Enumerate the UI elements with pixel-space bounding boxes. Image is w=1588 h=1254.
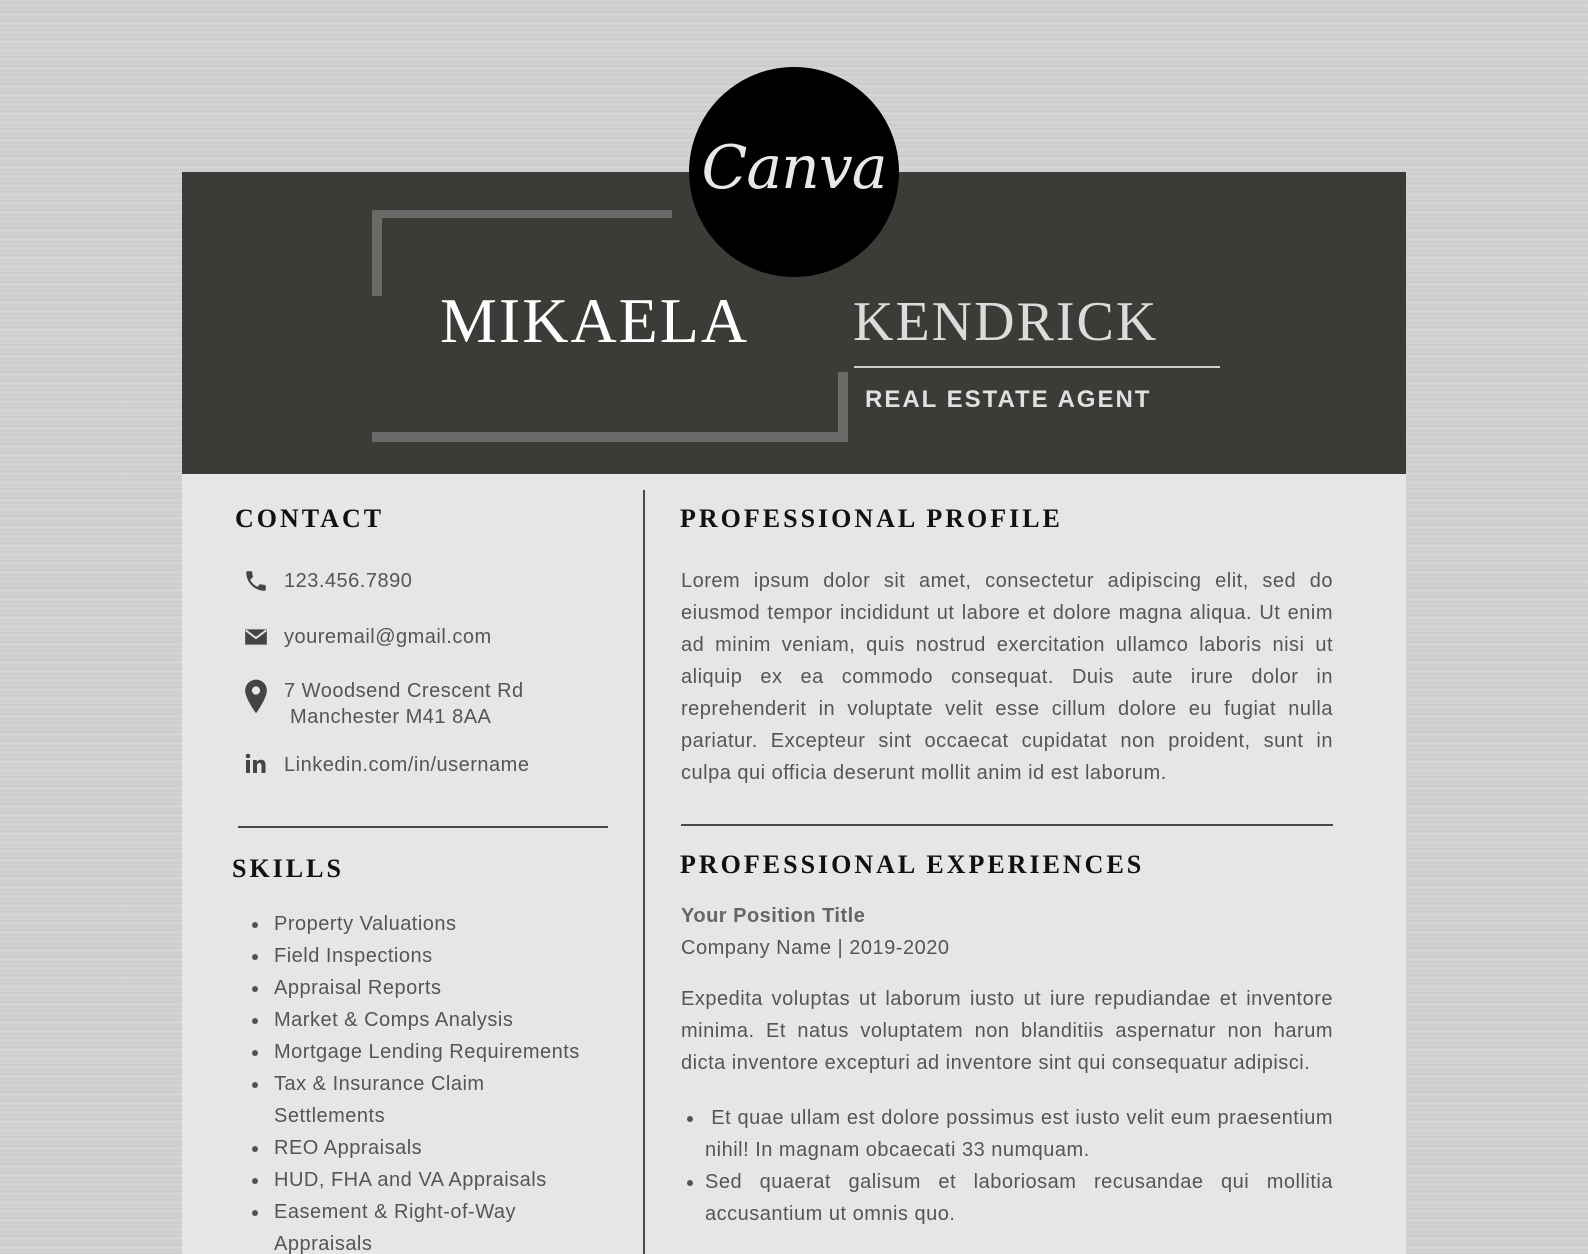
- experience-description: Expedita voluptas ut laborum iusto ut iure repudiandae et inventore minima. Et natus voluptatem non blanditiis aspernatur non harum dicta inventore excepturi ad inventore sint qui consequatur adipisci.: [681, 988, 1333, 1074]
- address-line-1: 7 Woodsend Crescent Rd: [284, 680, 524, 702]
- last-name: KENDRICK: [853, 291, 1159, 353]
- skill-item: • HUD, FHA and VA Appraisals: [270, 1164, 610, 1196]
- frame-right-bar: [838, 372, 848, 442]
- canva-logo: [689, 67, 899, 277]
- experience-bullet: • Sed quaerat galisum et laboriosam recusandae qui mollitia accusantium ut omnis quo.: [705, 1166, 1333, 1230]
- column-divider: [643, 490, 645, 1254]
- job-title: REAL ESTATE AGENT: [865, 386, 1152, 413]
- contact-email-row: [242, 624, 492, 652]
- title-underline: [854, 366, 1220, 368]
- address-line-2: Manchester M41 8AA: [284, 706, 492, 728]
- profile-divider: [681, 824, 1333, 826]
- phone-icon: [242, 568, 270, 596]
- experience-bullet: • Et quae ullam est dolore possimus est iusto velit eum praesentium nihil! In magnam obcaecati 33 numquam.: [705, 1102, 1333, 1166]
- skills-heading: SKILLS: [232, 854, 344, 883]
- skill-item: • Property Valuations: [270, 908, 610, 940]
- location-pin-icon: [242, 678, 270, 718]
- skills-list: [252, 908, 610, 1254]
- frame-top-bar: [372, 210, 672, 218]
- profile-heading: PROFESSIONAL PROFILE: [680, 504, 1063, 533]
- resume-page: [182, 172, 1406, 1254]
- phone-number: 123.456.7890: [284, 570, 413, 592]
- envelope-icon: [242, 624, 270, 652]
- skill-item: • Market & Comps Analysis: [270, 1004, 610, 1036]
- skill-item: • REO Appraisals: [270, 1132, 610, 1164]
- profile-text: Lorem ipsum dolor sit amet, consectetur adipiscing elit, sed do eiusmod tempor incididunt ut labore et dolore magna aliqua. Ut enim ad minim veniam, quis nostrud exercitation ullamco laboris nisi ut aliquip ex ea commodo consequat. Duis aute irure dolor in reprehenderit in voluptate velit esse cillum dolore eu fugiat nulla pariatur. Excepteur sint occaecat cupidatat non proident, sunt in culpa qui officia deserunt mollit anim id est laborum.: [681, 570, 1333, 784]
- email-address: youremail@gmail.com: [284, 626, 492, 648]
- frame-left-bar: [372, 210, 382, 296]
- contact-phone-row: [242, 568, 412, 596]
- linkedin-icon: [242, 752, 270, 780]
- skill-item: • Appraisal Reports: [270, 972, 610, 1004]
- skill-item: • Easement & Right-of-Way Appraisals: [270, 1196, 610, 1254]
- skill-item: • Field Inspections: [270, 940, 610, 972]
- skill-item: • Mortgage Lending Requirements: [270, 1036, 610, 1068]
- contact-address-row: [242, 678, 524, 730]
- canva-logo-text: Canva: [701, 133, 887, 203]
- contact-divider: [238, 826, 608, 828]
- frame-bottom-bar: [372, 432, 848, 442]
- first-name: MIKAELA: [440, 285, 750, 356]
- contact-heading: CONTACT: [235, 504, 385, 533]
- experience-heading: PROFESSIONAL EXPERIENCES: [680, 850, 1145, 879]
- contact-linkedin-row: [242, 752, 529, 780]
- skill-item: • Tax & Insurance Claim Settlements: [270, 1068, 610, 1132]
- position-title: Your Position Title: [681, 905, 866, 927]
- company-and-dates: Company Name | 2019-2020: [681, 937, 950, 959]
- address: [284, 678, 524, 730]
- experience-bullets: [681, 1102, 1340, 1230]
- linkedin-url: Linkedin.com/in/username: [284, 754, 530, 776]
